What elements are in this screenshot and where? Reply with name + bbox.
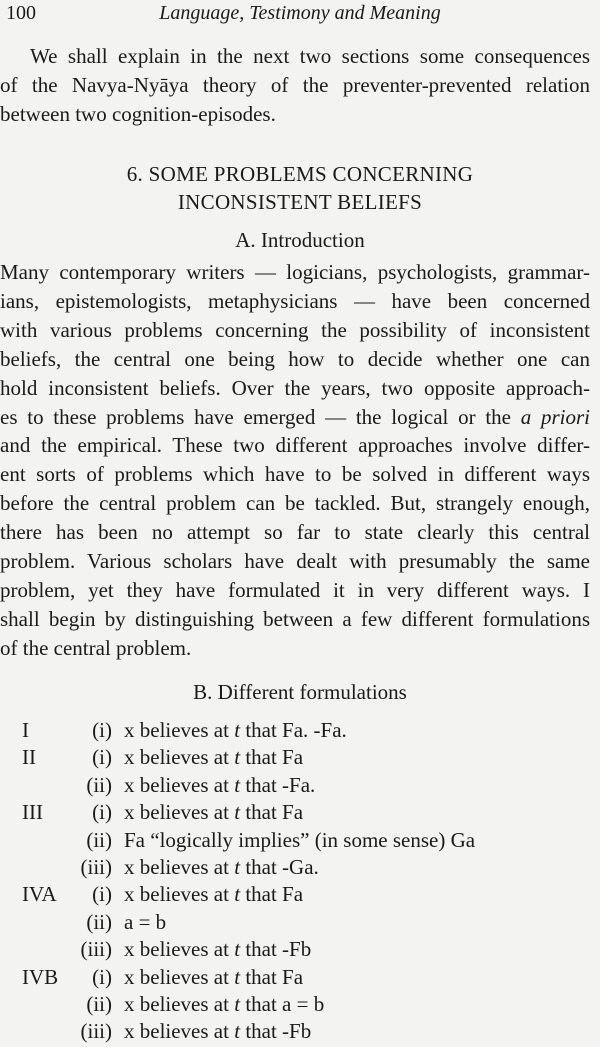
main-line: before the central problem can be tackled. But, strangely enough, xyxy=(0,491,590,516)
formulation-number: IVA xyxy=(22,882,57,907)
main-line: of the central problem. xyxy=(0,635,192,660)
main-line: problem, yet they have formulated it in very different ways. I xyxy=(0,577,590,602)
time-variable: t xyxy=(234,937,241,962)
formulation-number: II xyxy=(22,745,36,770)
formulation-text: Fa “logically implies” (in some sense) Ga xyxy=(124,827,476,852)
subsection-heading-b: B. Different formulations xyxy=(193,680,407,704)
formulation-text: x believes at t that -Ga. xyxy=(124,855,319,879)
time-variable: t xyxy=(234,745,241,770)
formulation-text: x believes at t that Fa xyxy=(124,800,304,825)
intro-line: of the Navya-Nyāya theory of the preventer-prevented relation xyxy=(0,72,590,97)
formulation-sub: (i) xyxy=(92,882,112,907)
formulation-sub: (i) xyxy=(92,745,112,770)
formulation-text: x believes at t that Fa xyxy=(124,745,304,770)
intro-line: We shall explain in the next two sections some consequences xyxy=(30,44,590,68)
time-variable: t xyxy=(234,800,241,825)
formulation-sub: (ii) xyxy=(86,992,112,1016)
formulation-number: IVB xyxy=(22,964,59,989)
formulation-sub: (i) xyxy=(92,964,112,989)
formulation-sub: (iii) xyxy=(80,1019,112,1044)
main-line: with various problems concerning the possibility of inconsistent xyxy=(0,317,590,342)
subsection-heading-a: A. Introduction xyxy=(235,228,365,252)
main-line: ians, epistemologists, metaphysicians — have been concerned xyxy=(0,288,590,313)
section-heading-line2: INCONSISTENT BELIEFS xyxy=(177,190,423,214)
intro-paragraph xyxy=(0,42,590,129)
main-line: problem. Various scholars have dealt with presumably the same xyxy=(0,549,590,574)
main-line: hold inconsistent beliefs. Over the years, two opposite approach- xyxy=(0,375,590,400)
time-variable: t xyxy=(234,992,241,1016)
formulation-number: I xyxy=(22,718,29,742)
formulation-text: x believes at t that Fa. -Fa. xyxy=(124,718,347,742)
main-line: shall begin by distinguishing between a few different formulations xyxy=(0,606,590,631)
running-title: Language, Testimony and Meaning xyxy=(159,2,441,24)
time-variable: t xyxy=(234,718,241,742)
formulation-sub: (ii) xyxy=(86,909,112,934)
time-variable: t xyxy=(234,882,241,907)
formulation-number: III xyxy=(22,800,43,825)
main-line: there has been no attempt so far to state clearly this central xyxy=(0,520,590,545)
intro-line: between two cognition-episodes. xyxy=(0,101,276,126)
main-paragraph xyxy=(0,258,590,663)
time-variable: t xyxy=(234,1019,241,1044)
formulation-text: x believes at t that Fa xyxy=(124,882,304,907)
formulation-sub: (iii) xyxy=(80,937,112,962)
main-line: beliefs, the central one being how to decide whether one can xyxy=(0,346,590,371)
formulation-sub: (i) xyxy=(92,800,112,825)
formulation-sub: (i) xyxy=(92,718,112,742)
formulation-sub: (ii) xyxy=(86,772,112,797)
formulation-text: x believes at t that -Fb xyxy=(124,937,312,962)
section-heading-line1: 6. SOME PROBLEMS CONCERNING xyxy=(126,162,474,186)
time-variable: t xyxy=(234,964,241,989)
formulation-text: x believes at t that Fa xyxy=(124,964,304,989)
time-variable: t xyxy=(234,855,241,879)
formulation-sub: (ii) xyxy=(86,827,112,852)
page-header xyxy=(6,2,594,30)
page-number: 100 xyxy=(6,2,36,24)
main-line: Many contemporary writers — logicians, psychologists, grammar- xyxy=(0,260,590,284)
formulation-sub: (iii) xyxy=(80,855,112,879)
time-variable: t xyxy=(234,772,241,797)
main-line-apriori: es to these problems have emerged — the logical or the a priori xyxy=(0,404,591,429)
main-line: and the empirical. These two different approaches involve differ- xyxy=(0,433,590,458)
formulation-text: x believes at t that a = b xyxy=(124,992,325,1016)
italic-a-priori: a priori xyxy=(520,404,591,429)
formulation-text: x believes at t that -Fa. xyxy=(124,772,316,797)
formulation-text: a = b xyxy=(124,909,167,934)
main-line: ent sorts of problems which have to be solved in different ways xyxy=(0,462,590,487)
formulation-text: x believes at t that -Fb xyxy=(124,1019,312,1044)
